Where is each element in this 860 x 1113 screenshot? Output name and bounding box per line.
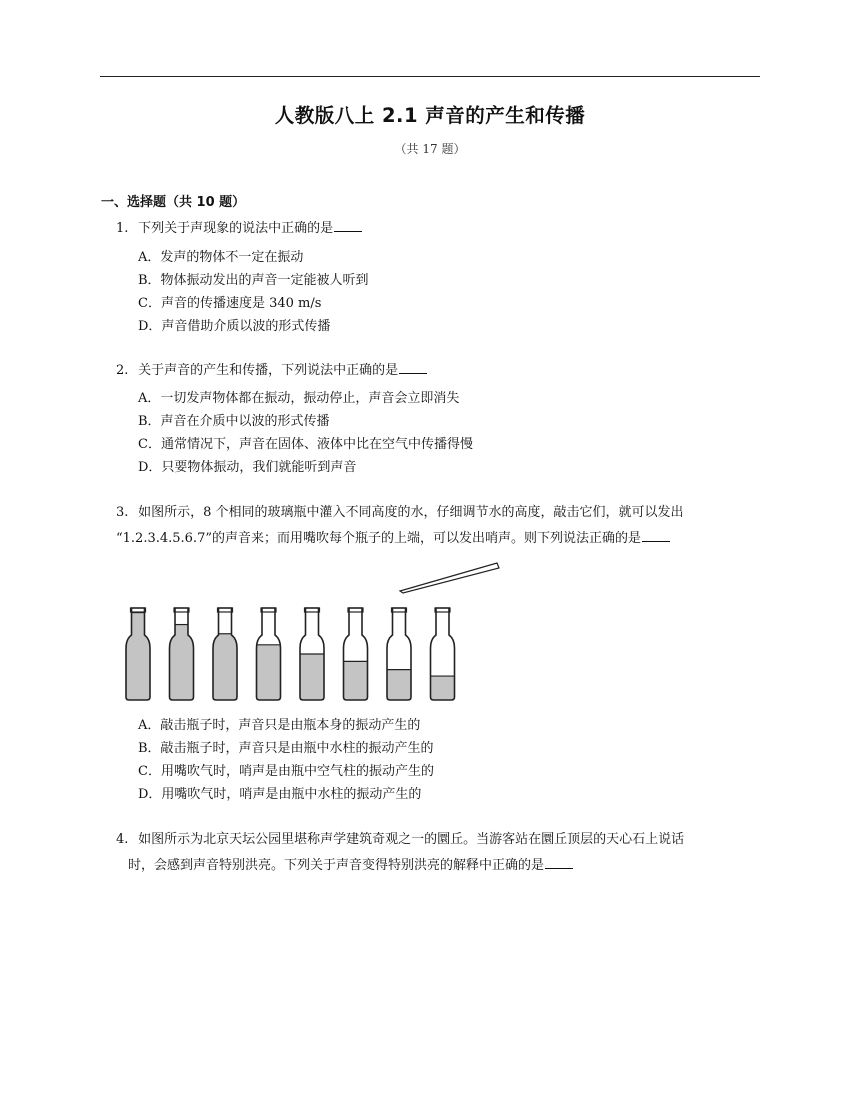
- bottle-lip: [218, 608, 233, 612]
- water-level: [430, 676, 456, 701]
- bottle-lip: [348, 608, 363, 612]
- bottle-lip: [305, 608, 320, 612]
- water-level: [212, 634, 238, 701]
- bottle-lip: [131, 608, 146, 612]
- question-2-stem: 2. 关于声音的产生和传播，下列说法中正确的是: [116, 358, 427, 384]
- section-heading: 一、选择题（共 10 题）: [101, 195, 246, 210]
- water-level: [169, 625, 195, 701]
- bottle-6: [343, 608, 369, 701]
- answer-blank: [642, 527, 670, 542]
- q1-option-a: A．发声的物体不一定在振动: [138, 250, 304, 265]
- q1-option-d: D．声音借助介质以波的形式传播: [138, 319, 331, 334]
- q1-option-b: B．物体振动发出的声音一定能被人听到: [138, 273, 369, 288]
- bottle-lip: [174, 608, 189, 612]
- question-number: 4.: [116, 832, 129, 847]
- question-1-stem: 1. 下列关于声现象的说法中正确的是: [116, 216, 362, 242]
- answer-blank: [399, 359, 427, 374]
- question-4-stem-line-2: 时，会感到声音特别洪亮。下列关于声音变得特别洪亮的解释中正确的是: [116, 853, 766, 879]
- question-number: 2.: [116, 363, 129, 378]
- bottle-2: [169, 608, 195, 701]
- bottle-7: [386, 608, 412, 701]
- question-1: [116, 216, 362, 242]
- bottle-4: [256, 608, 282, 701]
- bottle-lip: [392, 608, 407, 612]
- bottle-lip: [435, 608, 450, 612]
- bottle-1: [125, 608, 151, 701]
- page-subtitle: （共 17 题）: [394, 142, 466, 156]
- water-level: [386, 670, 412, 701]
- bottle-3: [212, 608, 238, 701]
- bottle-lip: [261, 608, 276, 612]
- q2-option-b: B．声音在介质中以波的形式传播: [138, 414, 330, 429]
- q3-option-d: D．用嘴吹气时，哨声是由瓶中水柱的振动产生的: [138, 787, 422, 802]
- page-title: 人教版八上 2.1 声音的产生和传播: [274, 104, 586, 127]
- question-4: [116, 827, 766, 879]
- bottles-figure: [118, 558, 508, 712]
- straw-illustration: [400, 563, 499, 593]
- question-number: 3.: [116, 505, 129, 520]
- water-level: [256, 645, 282, 701]
- q1-option-c: C．声音的传播速度是 340 m/s: [138, 296, 322, 311]
- q2-option-c: C．通常情况下，声音在固体、液体中比在空气中传播得慢: [138, 437, 473, 452]
- top-rule: [100, 76, 760, 77]
- bottles-illustration: [118, 558, 508, 708]
- answer-blank: [334, 217, 362, 232]
- bottle-8: [430, 608, 456, 701]
- q2-option-a: A．一切发声物体都在振动，振动停止，声音会立即消失: [138, 391, 460, 406]
- q3-option-c: C．用嘴吹气时，哨声是由瓶中空气柱的振动产生的: [138, 764, 434, 779]
- water-level: [343, 661, 369, 701]
- bottle-group: [125, 608, 456, 701]
- bottle-5: [299, 608, 325, 701]
- q3-option-a: A．敲击瓶子时，声音只是由瓶本身的振动产生的: [138, 718, 421, 733]
- water-level: [125, 613, 151, 701]
- question-3-stem-line-1: 3. 如图所示，8 个相同的玻璃瓶中灌入不同高度的水，仔细调节水的高度，敲击它们，就可以发出: [116, 500, 766, 526]
- answer-blank: [545, 854, 573, 869]
- question-4-stem-line-1: 4. 如图所示为北京天坛公园里堪称声学建筑奇观之一的圜丘。当游客站在圜丘顶层的天心石上说话: [116, 827, 766, 853]
- question-2: [116, 358, 427, 384]
- question-number: 1.: [116, 221, 129, 236]
- question-3: [116, 500, 766, 552]
- q2-option-d: D．只要物体振动，我们就能听到声音: [138, 460, 357, 475]
- question-3-stem-line-2: “1.2.3.4.5.6.7”的声音来；而用嘴吹每个瓶子的上端，可以发出哨声。则下列说法正确的是: [116, 526, 766, 552]
- q3-option-b: B．敲击瓶子时，声音只是由瓶中水柱的振动产生的: [138, 741, 434, 756]
- water-level: [299, 654, 325, 701]
